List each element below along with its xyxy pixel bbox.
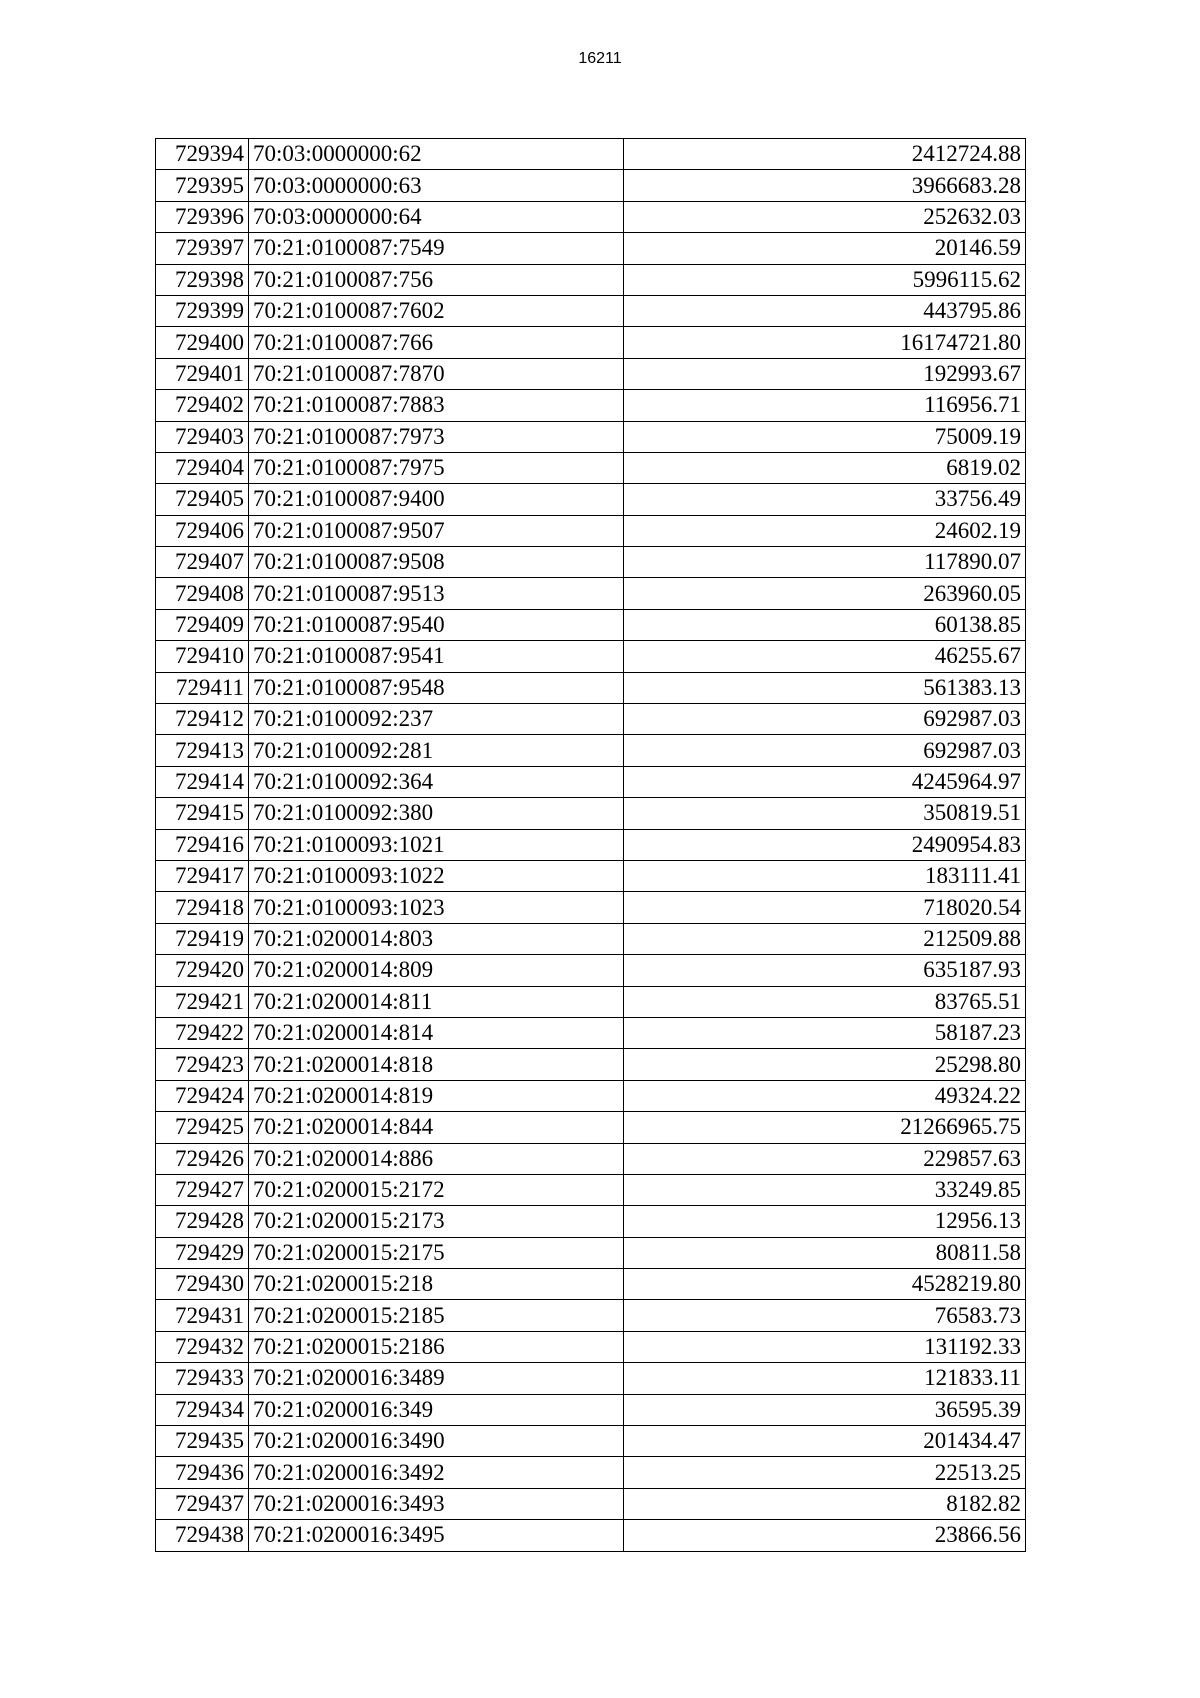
table-row — [156, 452, 1026, 483]
row-number-cell: 729404 — [156, 452, 249, 483]
table-row — [156, 1080, 1026, 1111]
table-row — [156, 327, 1026, 358]
row-number-cell: 729409 — [156, 609, 249, 640]
cadastral-number-cell: 70:21:0100093:1022 — [249, 860, 624, 891]
value-cell: 692987.03 — [624, 704, 1026, 735]
cadastral-number-cell: 70:21:0100087:7602 — [249, 295, 624, 326]
table-row — [156, 484, 1026, 515]
row-number-cell: 729425 — [156, 1112, 249, 1143]
value-cell: 23866.56 — [624, 1520, 1026, 1551]
value-cell: 263960.05 — [624, 578, 1026, 609]
table-row — [156, 139, 1026, 170]
row-number-cell: 729437 — [156, 1488, 249, 1519]
value-cell: 24602.19 — [624, 515, 1026, 546]
table-row — [156, 860, 1026, 891]
cadastral-number-cell: 70:21:0100087:9507 — [249, 515, 624, 546]
row-number-cell: 729394 — [156, 139, 249, 170]
value-cell: 49324.22 — [624, 1080, 1026, 1111]
row-number-cell: 729424 — [156, 1080, 249, 1111]
value-cell: 212509.88 — [624, 923, 1026, 954]
cadastral-number-cell: 70:21:0200016:3495 — [249, 1520, 624, 1551]
cadastral-number-cell: 70:21:0100093:1023 — [249, 892, 624, 923]
row-number-cell: 729421 — [156, 986, 249, 1017]
table-row — [156, 1112, 1026, 1143]
cadastral-number-cell: 70:21:0200016:3492 — [249, 1457, 624, 1488]
row-number-cell: 729429 — [156, 1237, 249, 1268]
row-number-cell: 729406 — [156, 515, 249, 546]
cadastral-table — [155, 138, 1026, 1552]
row-number-cell: 729426 — [156, 1143, 249, 1174]
table-body — [156, 139, 1026, 1552]
cadastral-number-cell: 70:21:0200015:2175 — [249, 1237, 624, 1268]
cadastral-number-cell: 70:21:0200014:819 — [249, 1080, 624, 1111]
value-cell: 183111.41 — [624, 860, 1026, 891]
value-cell: 117890.07 — [624, 547, 1026, 578]
table-row — [156, 515, 1026, 546]
row-number-cell: 729399 — [156, 295, 249, 326]
table-row — [156, 1269, 1026, 1300]
table-row — [156, 295, 1026, 326]
value-cell: 131192.33 — [624, 1331, 1026, 1362]
cadastral-number-cell: 70:21:0200015:2172 — [249, 1174, 624, 1205]
cadastral-number-cell: 70:21:0200014:811 — [249, 986, 624, 1017]
value-cell: 350819.51 — [624, 798, 1026, 829]
row-number-cell: 729395 — [156, 170, 249, 201]
cadastral-number-cell: 70:21:0100087:9540 — [249, 609, 624, 640]
row-number-cell: 729401 — [156, 358, 249, 389]
table-row — [156, 1331, 1026, 1362]
cadastral-number-cell: 70:21:0100092:364 — [249, 766, 624, 797]
table-row — [156, 421, 1026, 452]
value-cell: 21266965.75 — [624, 1112, 1026, 1143]
cadastral-number-cell: 70:21:0100087:7549 — [249, 233, 624, 264]
value-cell: 4528219.80 — [624, 1269, 1026, 1300]
row-number-cell: 729414 — [156, 766, 249, 797]
row-number-cell: 729433 — [156, 1363, 249, 1394]
table-row — [156, 358, 1026, 389]
cadastral-number-cell: 70:21:0100087:7975 — [249, 452, 624, 483]
row-number-cell: 729416 — [156, 829, 249, 860]
value-cell: 5996115.62 — [624, 264, 1026, 295]
table-row — [156, 1394, 1026, 1425]
value-cell: 36595.39 — [624, 1394, 1026, 1425]
value-cell: 46255.67 — [624, 641, 1026, 672]
row-number-cell: 729398 — [156, 264, 249, 295]
value-cell: 33756.49 — [624, 484, 1026, 515]
value-cell: 229857.63 — [624, 1143, 1026, 1174]
table-row — [156, 1488, 1026, 1519]
row-number-cell: 729423 — [156, 1049, 249, 1080]
row-number-cell: 729402 — [156, 390, 249, 421]
value-cell: 58187.23 — [624, 1017, 1026, 1048]
value-cell: 3966683.28 — [624, 170, 1026, 201]
value-cell: 22513.25 — [624, 1457, 1026, 1488]
cadastral-number-cell: 70:21:0100087:7870 — [249, 358, 624, 389]
cadastral-number-cell: 70:21:0100087:9508 — [249, 547, 624, 578]
cadastral-number-cell: 70:21:0100092:380 — [249, 798, 624, 829]
cadastral-number-cell: 70:21:0100087:9400 — [249, 484, 624, 515]
cadastral-number-cell: 70:21:0200016:3493 — [249, 1488, 624, 1519]
row-number-cell: 729436 — [156, 1457, 249, 1488]
page-number: 16211 — [578, 50, 622, 67]
value-cell: 121833.11 — [624, 1363, 1026, 1394]
value-cell: 6819.02 — [624, 452, 1026, 483]
value-cell: 443795.86 — [624, 295, 1026, 326]
cadastral-number-cell: 70:21:0100092:281 — [249, 735, 624, 766]
table-row — [156, 170, 1026, 201]
table-row — [156, 829, 1026, 860]
table-row — [156, 609, 1026, 640]
row-number-cell: 729396 — [156, 201, 249, 232]
cadastral-number-cell: 70:21:0100087:9548 — [249, 672, 624, 703]
row-number-cell: 729397 — [156, 233, 249, 264]
table-row — [156, 1457, 1026, 1488]
row-number-cell: 729412 — [156, 704, 249, 735]
row-number-cell: 729418 — [156, 892, 249, 923]
cadastral-number-cell: 70:21:0100087:7973 — [249, 421, 624, 452]
row-number-cell: 729419 — [156, 923, 249, 954]
cadastral-number-cell: 70:21:0100087:756 — [249, 264, 624, 295]
row-number-cell: 729410 — [156, 641, 249, 672]
row-number-cell: 729427 — [156, 1174, 249, 1205]
table-row — [156, 1300, 1026, 1331]
row-number-cell: 729431 — [156, 1300, 249, 1331]
table-row — [156, 233, 1026, 264]
table-row — [156, 986, 1026, 1017]
value-cell: 116956.71 — [624, 390, 1026, 421]
table-row — [156, 1426, 1026, 1457]
table-row — [156, 923, 1026, 954]
table-row — [156, 1206, 1026, 1237]
row-number-cell: 729400 — [156, 327, 249, 358]
table-row — [156, 735, 1026, 766]
value-cell: 76583.73 — [624, 1300, 1026, 1331]
value-cell: 75009.19 — [624, 421, 1026, 452]
value-cell: 561383.13 — [624, 672, 1026, 703]
value-cell: 60138.85 — [624, 609, 1026, 640]
table-row — [156, 1017, 1026, 1048]
cadastral-number-cell: 70:21:0100087:7883 — [249, 390, 624, 421]
cadastral-number-cell: 70:21:0200016:3490 — [249, 1426, 624, 1457]
table-row — [156, 547, 1026, 578]
value-cell: 192993.67 — [624, 358, 1026, 389]
table-row — [156, 892, 1026, 923]
row-number-cell: 729411 — [156, 672, 249, 703]
cadastral-number-cell: 70:21:0200015:218 — [249, 1269, 624, 1300]
row-number-cell: 729430 — [156, 1269, 249, 1300]
value-cell: 8182.82 — [624, 1488, 1026, 1519]
value-cell: 12956.13 — [624, 1206, 1026, 1237]
table-row — [156, 672, 1026, 703]
row-number-cell: 729417 — [156, 860, 249, 891]
value-cell: 4245964.97 — [624, 766, 1026, 797]
cadastral-number-cell: 70:21:0200016:3489 — [249, 1363, 624, 1394]
row-number-cell: 729408 — [156, 578, 249, 609]
table-row — [156, 1143, 1026, 1174]
table-row — [156, 1363, 1026, 1394]
table-row — [156, 264, 1026, 295]
cadastral-number-cell: 70:03:0000000:64 — [249, 201, 624, 232]
value-cell: 718020.54 — [624, 892, 1026, 923]
cadastral-number-cell: 70:21:0200014:814 — [249, 1017, 624, 1048]
value-cell: 635187.93 — [624, 955, 1026, 986]
value-cell: 83765.51 — [624, 986, 1026, 1017]
value-cell: 201434.47 — [624, 1426, 1026, 1457]
cadastral-number-cell: 70:03:0000000:62 — [249, 139, 624, 170]
table-row — [156, 1237, 1026, 1268]
table-row — [156, 1520, 1026, 1551]
value-cell: 80811.58 — [624, 1237, 1026, 1268]
cadastral-number-cell: 70:21:0200014:818 — [249, 1049, 624, 1080]
row-number-cell: 729403 — [156, 421, 249, 452]
cadastral-number-cell: 70:21:0200014:886 — [249, 1143, 624, 1174]
cadastral-number-cell: 70:21:0200015:2186 — [249, 1331, 624, 1362]
cadastral-number-cell: 70:03:0000000:63 — [249, 170, 624, 201]
row-number-cell: 729413 — [156, 735, 249, 766]
table-row — [156, 641, 1026, 672]
row-number-cell: 729438 — [156, 1520, 249, 1551]
value-cell: 25298.80 — [624, 1049, 1026, 1080]
cadastral-number-cell: 70:21:0100092:237 — [249, 704, 624, 735]
row-number-cell: 729407 — [156, 547, 249, 578]
cadastral-number-cell: 70:21:0100093:1021 — [249, 829, 624, 860]
row-number-cell: 729420 — [156, 955, 249, 986]
table-row — [156, 704, 1026, 735]
cadastral-number-cell: 70:21:0200016:349 — [249, 1394, 624, 1425]
cadastral-number-cell: 70:21:0200014:844 — [249, 1112, 624, 1143]
table-row — [156, 1174, 1026, 1205]
value-cell: 692987.03 — [624, 735, 1026, 766]
value-cell: 252632.03 — [624, 201, 1026, 232]
table-row — [156, 955, 1026, 986]
value-cell: 33249.85 — [624, 1174, 1026, 1205]
value-cell: 20146.59 — [624, 233, 1026, 264]
table-row — [156, 766, 1026, 797]
table-row — [156, 798, 1026, 829]
cadastral-number-cell: 70:21:0200015:2173 — [249, 1206, 624, 1237]
row-number-cell: 729415 — [156, 798, 249, 829]
cadastral-number-cell: 70:21:0200014:803 — [249, 923, 624, 954]
row-number-cell: 729432 — [156, 1331, 249, 1362]
table-row — [156, 201, 1026, 232]
cadastral-number-cell: 70:21:0200015:2185 — [249, 1300, 624, 1331]
table-row — [156, 1049, 1026, 1080]
value-cell: 2490954.83 — [624, 829, 1026, 860]
row-number-cell: 729435 — [156, 1426, 249, 1457]
cadastral-number-cell: 70:21:0100087:9513 — [249, 578, 624, 609]
row-number-cell: 729434 — [156, 1394, 249, 1425]
row-number-cell: 729428 — [156, 1206, 249, 1237]
cadastral-number-cell: 70:21:0100087:9541 — [249, 641, 624, 672]
table-row — [156, 390, 1026, 421]
cadastral-number-cell: 70:21:0200014:809 — [249, 955, 624, 986]
row-number-cell: 729422 — [156, 1017, 249, 1048]
value-cell: 2412724.88 — [624, 139, 1026, 170]
row-number-cell: 729405 — [156, 484, 249, 515]
cadastral-number-cell: 70:21:0100087:766 — [249, 327, 624, 358]
table-row — [156, 578, 1026, 609]
value-cell: 16174721.80 — [624, 327, 1026, 358]
